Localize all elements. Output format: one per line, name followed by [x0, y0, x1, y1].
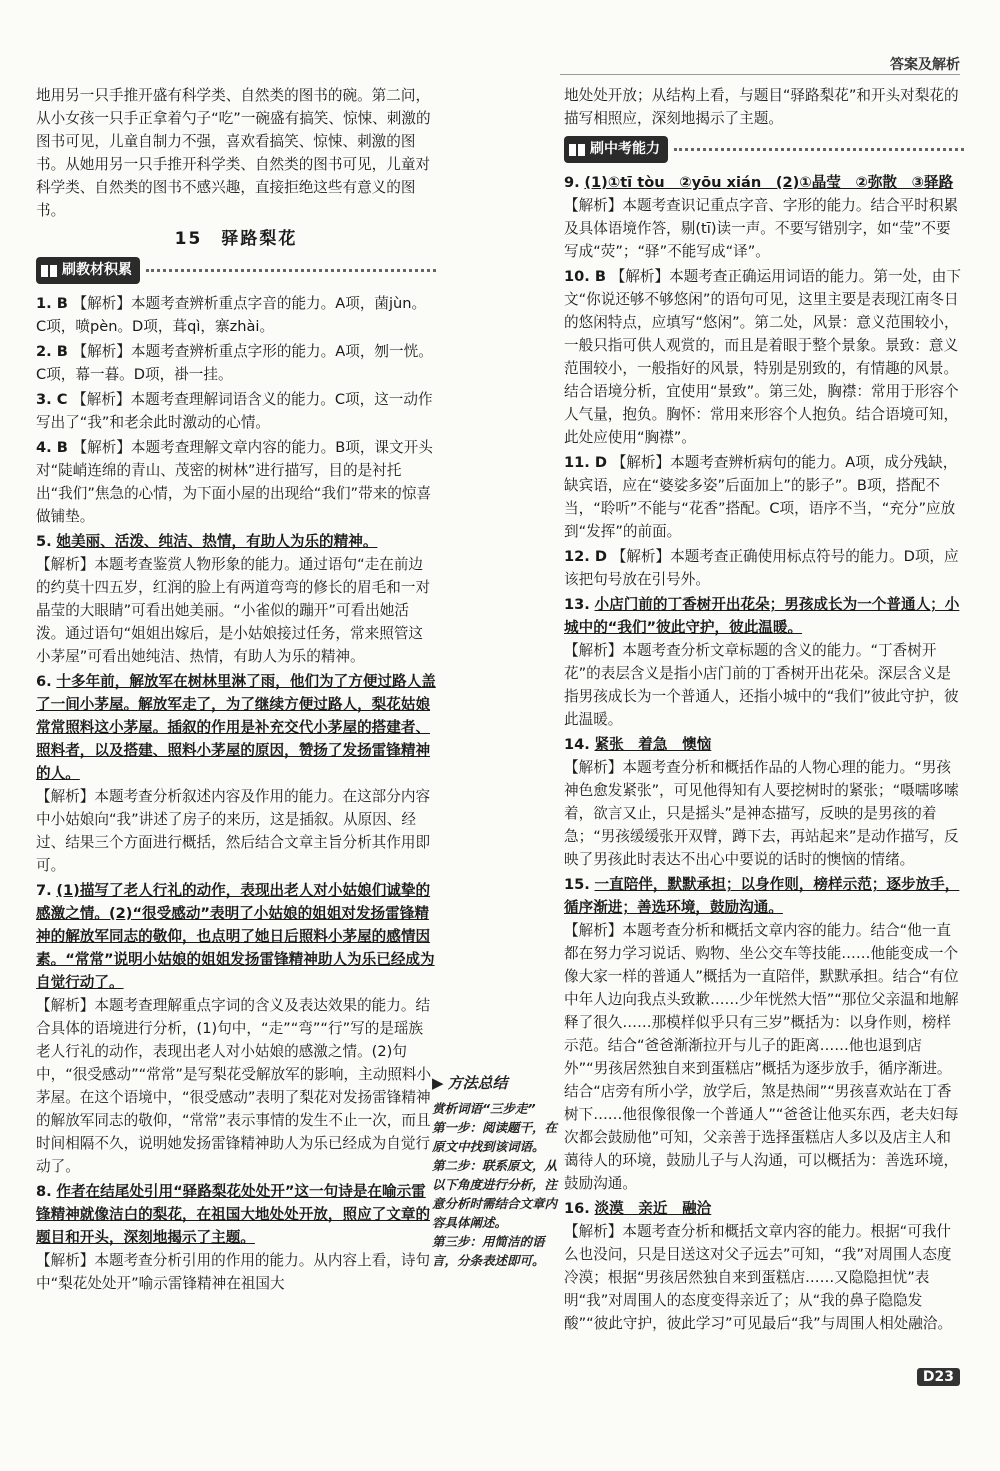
question-number: 8.	[36, 1183, 52, 1200]
analysis-text: 【解析】本题考查分析和概括文章内容的能力。结合“他一直都在努力学习说话、购物、坐公交车等技能……他能变成一个像大家一样的普通人”概括为一直陪伴，默默承担。结合“有位中年人边向我点头致歉……少年恍然大悟”“那位父亲温和地解释了很久……那模样似乎只有三岁”概括为：以身作则，榜样示范。结合“爸爸渐渐拉开与儿子的距离……他也退到店外”“男孩居然独自来到蛋糕店”概括为逐步放手，循序渐进。结合“店旁有所小学，放学后，煞是热闹”“男孩喜欢站在丁香树下……他很像很像一个普通人”“爸爸让他买东西，老夫妇每次都会鼓励他”可知，父亲善于选择蛋糕店人多以及店主人和蔼待人的环境，鼓励儿子与人沟通，可以概括为：善选环境，鼓励沟通。	[564, 922, 959, 1192]
method-box	[432, 1074, 560, 1270]
left-intro: 地用另一只手推开盛有科学类、自然类的图书的碗。第二问，从小女孩一只手正拿着勺子“吃”一碗盛有搞笑、惊悚、刺激的图书可见，儿童自制力不强，喜欢看搞笑、惊悚、刺激的图书。从她用另一只手推开科学类、自然类的图书可见，儿童对科学类、自然类的图书不感兴趣，直接拒绝这些有意义的图书。	[36, 87, 431, 219]
question-item	[36, 530, 436, 668]
analysis-text: 【解析】本题考查分析引用的作用的能力。从内容上看，诗句中“梨花处处开”喻示雷锋精神在祖国大	[36, 1252, 431, 1292]
banner-box	[564, 136, 668, 163]
method-line: 第一步：阅读题干，在原文中找到该词语。	[432, 1120, 558, 1154]
analysis-text: 【解析】本题考查分析和概括作品的人物心理的能力。“男孩神色愈发紧张”，可见他得知有人要挖树时的紧张；“嗫嚅哆嗦着，欲言又止，只是摇头”是神态描写，反映的是男孩的着急；“男孩缓缓张开双臂，蹲下去，再站起来”是动作描写，反映了男孩此时表达不出心中要说的话时的懊恼的情绪。	[564, 759, 959, 868]
question-number: 14.	[564, 736, 590, 753]
question-number: 10. B	[564, 268, 607, 285]
method-title-text: 方法总结	[447, 1074, 508, 1092]
page-number: D23	[917, 1368, 960, 1386]
question-item	[36, 292, 436, 338]
question-number: 9.	[564, 174, 580, 191]
method-title	[432, 1074, 560, 1093]
page-header: 答案及解析	[890, 57, 960, 73]
question-item	[564, 1197, 964, 1335]
answer-text: 紧张 着急 懊恼	[594, 736, 712, 753]
analysis-text: 【解析】本题考查识记重点字音、字形的能力。结合平时积累及具体语境作答，剔(tī)读一声。不要写错别字，如“莹”不要写成“荧”；“驿”不能写成“译”。	[564, 197, 959, 260]
answer-text: 小店门前的丁香树开出花朵；男孩成长为一个普通人；小城中的“我们”彼此守护，彼此温暖。	[564, 596, 960, 636]
analysis-text: 【解析】本题考查理解词语含义的能力。C项，这一动作写出了“我”和老余此时激动的心情。	[36, 391, 433, 431]
question-item	[36, 1180, 436, 1295]
question-item	[564, 873, 964, 1195]
banner-box	[36, 257, 140, 284]
left-items	[36, 292, 436, 1295]
method-line: 第二步：联系原文，从以下角度进行分析，注意分析时需结合文章内容具体阐述。	[432, 1158, 558, 1230]
section-banner-exam	[564, 136, 964, 163]
question-number: 7.	[36, 882, 52, 899]
question-number: 12. D	[564, 548, 608, 565]
analysis-text: 【解析】本题考查正确使用标点符号的能力。D项，应该把句号放在引号外。	[564, 548, 959, 588]
analysis-text: 【解析】本题考查辨析重点字形的能力。A项，刎一恍。C项，幕一暮。D项，褂一挂。	[36, 343, 433, 383]
banner-dots	[146, 269, 436, 272]
question-number: 2. B	[36, 343, 68, 360]
analysis-text: 【解析】本题考查分析和概括文章内容的能力。根据“可我什么也没问，只是目送这对父子远去”可知，“我”对周围人态度冷漠；根据“男孩居然独自来到蛋糕店……又隐隐担忧”表明“我”对周围人的态度变得亲近了；从“我的鼻子隐隐发酸”“彼此守护，彼此学习”可见最后“我”与周围人相处融洽。	[564, 1223, 953, 1332]
answer-text: 作者在结尾处引用“驿路梨花处处开”这一句诗是在喻示雷锋精神就像洁白的梨花，在祖国大地处处开放，照应了文章的题目和开头，深刻地揭示了主题。	[36, 1183, 431, 1246]
analysis-text: 【解析】本题考查分析文章标题的含义的能力。“丁香树开花”的表层含义是指小店门前的丁香树开出花朵。深层含义是指男孩成长为一个普通人，还指小城中的“我们”彼此守护，彼此温暖。	[564, 642, 959, 728]
left-column	[36, 84, 436, 1297]
analysis-text: 【解析】本题考查鉴赏人物形象的能力。通过语句“走在前边的约莫十四五岁，红润的脸上有两道弯弯的修长的眉毛和一对晶莹的大眼睛”可看出她美丽。“小雀似的蹦开”可看出她活泼。通过语句“姐姐出嫁后，是小姑娘接过任务，常来照管这小茅屋”可看出她纯洁、热情，有助人为乐的精神。	[36, 556, 431, 665]
section-title: 刷中考能力	[590, 141, 660, 157]
analysis-text: 【解析】本题考查理解文章内容的能力。B项，课文开头对“陡峭连绵的青山、茂密的树林”进行描写，目的是衬托出“我们”焦急的心情，为下面小屋的出现给“我们”带来的惊喜做铺垫。	[36, 439, 433, 525]
question-number: 3. C	[36, 391, 68, 408]
section-title: 刷教材积累	[62, 262, 132, 278]
question-item	[36, 436, 436, 528]
question-number: 11. D	[564, 454, 608, 471]
right-items	[564, 171, 964, 1335]
right-column	[564, 84, 964, 1337]
question-number: 15.	[564, 876, 590, 893]
question-number: 13.	[564, 596, 590, 613]
question-number: 6.	[36, 673, 52, 690]
question-number: 4. B	[36, 439, 68, 456]
analysis-text: 【解析】本题考查理解重点字词的含义及表达效果的能力。结合具体的语境进行分析，(1)句中，“走”“弯”“行”写的是瑶族老人行礼的动作，表现出老人对小姑娘的感激之情。(2)句中，“很受感动”“常常”是写梨花受解放军的影响，主动照料小茅屋。在这个语境中，“很受感动”表明了梨花对发扬雷锋精神的解放军同志的敬仰，“常常”表示事情的发生不止一次，而且时间相隔不久，说明她发扬雷锋精神助人为乐已经成为自觉行动了。	[36, 997, 432, 1175]
lesson-title: 15 驿路梨花	[174, 229, 298, 249]
answer-text: 十多年前，解放军在树林里淋了雨，他们为了方便过路人盖了一间小茅屋。解放军走了，为了继续方便过路人，梨花姑娘常常照料这小茅屋。插叙的作用是补充交代小茅屋的搭建者、照料者，以及搭建、照料小茅屋的原因，赞扬了发扬雷锋精神的人。	[36, 673, 436, 782]
answer-text: (1)描写了老人行礼的动作，表现出老人对小姑娘们诚挚的感激之情。(2)“很受感动”表明了小姑娘的姐姐对发扬雷锋精神的解放军同志的敬仰，也点明了她日后照料小茅屋的感情因素。“常常”说明小姑娘的姐姐发扬雷锋精神助人为乐已经成为自觉行动了。	[36, 882, 435, 991]
header-rule	[560, 74, 960, 75]
answer-text: 一直陪伴，默默承担；以身作则，榜样示范；逐步放手，循序渐进；善选环境，鼓励沟通。	[564, 876, 960, 916]
answer-text: 淡漠 亲近 融洽	[594, 1200, 712, 1217]
analysis-text: 【解析】本题考查分析叙述内容及作用的能力。在这部分内容中小姑娘向“我”讲述了房子的来历，这是插叙。从原因、经过、结果三个方面进行概括，然后结合文章主旨分析其作用即可。	[36, 788, 431, 874]
question-number: 16.	[564, 1200, 590, 1217]
question-item	[36, 388, 436, 434]
question-item	[36, 670, 436, 877]
question-item	[564, 171, 964, 263]
analysis-text: 【解析】本题考查辨析病句的能力。A项，成分残缺，缺宾语，应在“婆娑多姿”后面加上”的影子”。B项，搭配不当，“聆听”不能与“花香”搭配。C项，语序不当，“充分”应放到“发挥”的前面。	[564, 454, 958, 540]
question-item	[36, 879, 436, 1178]
question-item	[564, 733, 964, 871]
question-item	[36, 340, 436, 386]
method-line: 第三步：用简洁的语言，分条表述即可。	[432, 1234, 545, 1268]
question-item	[564, 545, 964, 591]
question-item	[564, 593, 964, 731]
analysis-text: 【解析】本题考查正确运用词语的能力。第一处，由下文“你说还够不够悠闲”的语句可见，这里主要是表现江南冬日的悠闲特点，应填写“悠闲”。第二处，风景：意义范围较小，一般只指可供人观赏的，而且是着眼于整个景象。景致：意义范围较小，一般指好的风景，特别是别致的，有情趣的风景。结合语境分析，宜使用“景致”。第三处，胸襟：常用于形容个人气量，抱负。胸怀：常用来形容个人抱负。结合语境可知，此处应使用“胸襟”。	[564, 268, 961, 446]
banner-dots	[674, 148, 964, 151]
analysis-text: 【解析】本题考查辨析重点字音的能力。A项，菌jùn。C项，喷pèn。D项，葺qì，寨zhài。	[36, 295, 427, 335]
question-number: 5.	[36, 533, 52, 550]
right-intro: 地处处开放；从结构上看，与题目“驿路梨花”和开头对梨花的描写相照应，深刻地揭示了主题。	[564, 87, 959, 127]
arrow-icon: ▶	[432, 1074, 444, 1092]
answer-text: 她美丽、活泼、纯洁、热情，有助人为乐的精神。	[56, 533, 378, 550]
book-icon	[568, 142, 586, 158]
method-line: 赏析词语“三步走”	[432, 1101, 536, 1116]
question-number: 1. B	[36, 295, 68, 312]
book-icon	[40, 263, 58, 279]
question-item	[564, 265, 964, 449]
section-banner-textbook	[36, 257, 436, 284]
answer-text: (1)①tī tòu ②yōu xián (2)①晶莹 ②弥散 ③驿路	[584, 174, 954, 191]
question-item	[564, 451, 964, 543]
